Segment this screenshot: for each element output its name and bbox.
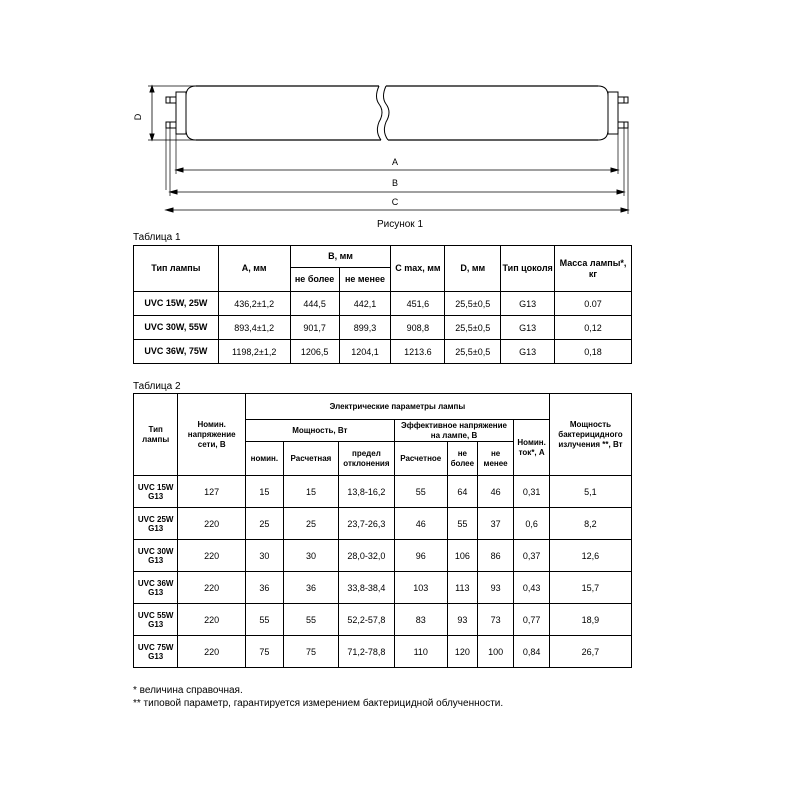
cell-c: 451,6 bbox=[391, 292, 445, 316]
footnote-typical-parameter: ** типовой параметр, гарантируется измерением бактерицидной облученности. bbox=[133, 698, 504, 709]
table-row bbox=[134, 316, 632, 340]
header-lamp-type: Тип лампы bbox=[134, 394, 178, 476]
lamp-name: UVC 15W G13 bbox=[134, 476, 178, 508]
cell-eff-voltage: 55 bbox=[394, 476, 447, 508]
header-voltage-calculated: Расчетное bbox=[394, 442, 447, 476]
cell-power-nominal: 36 bbox=[246, 572, 284, 604]
cell-mass: 0,12 bbox=[555, 316, 632, 340]
cell-power-nominal: 30 bbox=[246, 540, 284, 572]
header-b-max: не более bbox=[290, 268, 339, 292]
cell-power-range: 13,8-16,2 bbox=[339, 476, 394, 508]
cell-power-range: 52,2-57,8 bbox=[339, 604, 394, 636]
cell-uv-power: 18,9 bbox=[549, 604, 631, 636]
cell-eff-voltage: 46 bbox=[394, 508, 447, 540]
cell-d: 25,5±0,5 bbox=[445, 292, 501, 316]
cell-b-max: 1206,5 bbox=[290, 340, 339, 364]
header-voltage-max: не более bbox=[447, 442, 477, 476]
lamp-name: UVC 30W, 55W bbox=[134, 316, 219, 340]
table-row bbox=[134, 292, 632, 316]
cell-eff-voltage-min: 46 bbox=[477, 476, 514, 508]
header-power-nominal: номин. bbox=[246, 442, 284, 476]
table-row bbox=[134, 340, 632, 364]
cell-b-max: 901,7 bbox=[290, 316, 339, 340]
table-row bbox=[134, 572, 632, 604]
cell-power-nominal: 15 bbox=[246, 476, 284, 508]
cell-b-max: 444,5 bbox=[290, 292, 339, 316]
cell-eff-voltage-min: 86 bbox=[477, 540, 514, 572]
electrical-parameters-table bbox=[133, 393, 632, 668]
header-uv-power: Мощность бактерицидного излучения **, Вт bbox=[549, 394, 631, 476]
cell-eff-voltage: 110 bbox=[394, 636, 447, 668]
figure-caption: Рисунок 1 bbox=[376, 219, 424, 230]
cell-eff-voltage-max: 106 bbox=[447, 540, 477, 572]
cell-eff-voltage-min: 37 bbox=[477, 508, 514, 540]
lamp-name: UVC 36W, 75W bbox=[134, 340, 219, 364]
cell-power-calculated: 15 bbox=[283, 476, 338, 508]
cell-eff-voltage-max: 120 bbox=[447, 636, 477, 668]
cell-eff-voltage: 103 bbox=[394, 572, 447, 604]
cell-uv-power: 26,7 bbox=[549, 636, 631, 668]
dimension-b-label: B bbox=[391, 178, 399, 188]
header-voltage-min: не менее bbox=[477, 442, 514, 476]
table1-caption: Таблица 1 bbox=[133, 232, 181, 243]
cell-eff-voltage-min: 73 bbox=[477, 604, 514, 636]
cell-current: 0,43 bbox=[514, 572, 549, 604]
cell-base: G13 bbox=[501, 292, 555, 316]
lamp-name: UVC 30W G13 bbox=[134, 540, 178, 572]
cell-power-nominal: 55 bbox=[246, 604, 284, 636]
lamp-name: UVC 15W, 25W bbox=[134, 292, 219, 316]
table-row bbox=[134, 636, 632, 668]
header-power-range: предел отклонения bbox=[339, 442, 394, 476]
cell-base: G13 bbox=[501, 340, 555, 364]
cell-c: 908,8 bbox=[391, 316, 445, 340]
lamp-name: UVC 55W G13 bbox=[134, 604, 178, 636]
table-row bbox=[134, 508, 632, 540]
header-power-calculated: Расчетная bbox=[283, 442, 338, 476]
header-nominal-voltage: Номин. напряжение сети, В bbox=[178, 394, 246, 476]
cell-eff-voltage-min: 100 bbox=[477, 636, 514, 668]
cell-b-min: 899,3 bbox=[339, 316, 391, 340]
cell-current: 0,6 bbox=[514, 508, 549, 540]
cell-power-calculated: 25 bbox=[283, 508, 338, 540]
cell-current: 0,77 bbox=[514, 604, 549, 636]
cell-base: G13 bbox=[501, 316, 555, 340]
cell-b-min: 1204,1 bbox=[339, 340, 391, 364]
cell-eff-voltage-max: 113 bbox=[447, 572, 477, 604]
cell-current: 0,84 bbox=[514, 636, 549, 668]
cell-c: 1213.6 bbox=[391, 340, 445, 364]
cell-uv-power: 15,7 bbox=[549, 572, 631, 604]
cell-voltage: 220 bbox=[178, 508, 246, 540]
cell-d: 25,5±0,5 bbox=[445, 340, 501, 364]
cell-power-calculated: 30 bbox=[283, 540, 338, 572]
cell-mass: 0.07 bbox=[555, 292, 632, 316]
cell-uv-power: 8,2 bbox=[549, 508, 631, 540]
cell-uv-power: 5,1 bbox=[549, 476, 631, 508]
header-c: C max, мм bbox=[391, 246, 445, 292]
cell-a: 893,4±1,2 bbox=[218, 316, 290, 340]
lamp-name: UVC 25W G13 bbox=[134, 508, 178, 540]
cell-current: 0,37 bbox=[514, 540, 549, 572]
cell-power-range: 71,2-78,8 bbox=[339, 636, 394, 668]
table-row bbox=[134, 476, 632, 508]
cell-a: 1198,2±1,2 bbox=[218, 340, 290, 364]
lamp-name: UVC 36W G13 bbox=[134, 572, 178, 604]
header-b: B, мм bbox=[290, 246, 391, 268]
lamp-name: UVC 75W G13 bbox=[134, 636, 178, 668]
cell-eff-voltage-max: 64 bbox=[447, 476, 477, 508]
dimensions-table bbox=[133, 245, 632, 364]
cell-power-range: 23,7-26,3 bbox=[339, 508, 394, 540]
cell-a: 436,2±1,2 bbox=[218, 292, 290, 316]
header-b-min: не менее bbox=[339, 268, 391, 292]
header-lamp-type: Тип лампы bbox=[134, 246, 219, 292]
footnote-reference: * величина справочная. bbox=[133, 685, 243, 696]
table2-caption: Таблица 2 bbox=[133, 381, 181, 392]
dimension-a-label: A bbox=[391, 157, 399, 167]
cell-voltage: 220 bbox=[178, 604, 246, 636]
header-electrical-parameters: Электрические параметры лампы bbox=[246, 394, 550, 420]
cell-power-range: 28,0-32,0 bbox=[339, 540, 394, 572]
cell-b-min: 442,1 bbox=[339, 292, 391, 316]
header-a: A, мм bbox=[218, 246, 290, 292]
cell-uv-power: 12,6 bbox=[549, 540, 631, 572]
cell-current: 0,31 bbox=[514, 476, 549, 508]
cell-d: 25,5±0,5 bbox=[445, 316, 501, 340]
table-row bbox=[134, 540, 632, 572]
header-base-type: Тип цоколя bbox=[501, 246, 555, 292]
cell-voltage: 220 bbox=[178, 572, 246, 604]
lamp-dimension-drawing bbox=[0, 0, 800, 220]
header-power: Мощность, Вт bbox=[246, 420, 395, 442]
header-mass: Масса лампы*, кг bbox=[555, 246, 632, 292]
dimension-c-label: C bbox=[391, 197, 399, 207]
header-d: D, мм bbox=[445, 246, 501, 292]
cell-power-calculated: 36 bbox=[283, 572, 338, 604]
footnotes bbox=[133, 684, 503, 710]
header-nominal-current: Номин. ток*, А bbox=[514, 420, 549, 476]
cell-power-calculated: 75 bbox=[283, 636, 338, 668]
dimension-d-label: D bbox=[133, 113, 143, 121]
header-effective-voltage: Эффективное напряжение на лампе, В bbox=[394, 420, 514, 442]
cell-voltage: 220 bbox=[178, 540, 246, 572]
table-row bbox=[134, 604, 632, 636]
cell-eff-voltage-max: 93 bbox=[447, 604, 477, 636]
cell-power-range: 33,8-38,4 bbox=[339, 572, 394, 604]
cell-mass: 0,18 bbox=[555, 340, 632, 364]
cell-eff-voltage-min: 93 bbox=[477, 572, 514, 604]
cell-voltage: 127 bbox=[178, 476, 246, 508]
cell-voltage: 220 bbox=[178, 636, 246, 668]
cell-eff-voltage-max: 55 bbox=[447, 508, 477, 540]
cell-eff-voltage: 96 bbox=[394, 540, 447, 572]
cell-eff-voltage: 83 bbox=[394, 604, 447, 636]
cell-power-nominal: 25 bbox=[246, 508, 284, 540]
cell-power-calculated: 55 bbox=[283, 604, 338, 636]
cell-power-nominal: 75 bbox=[246, 636, 284, 668]
